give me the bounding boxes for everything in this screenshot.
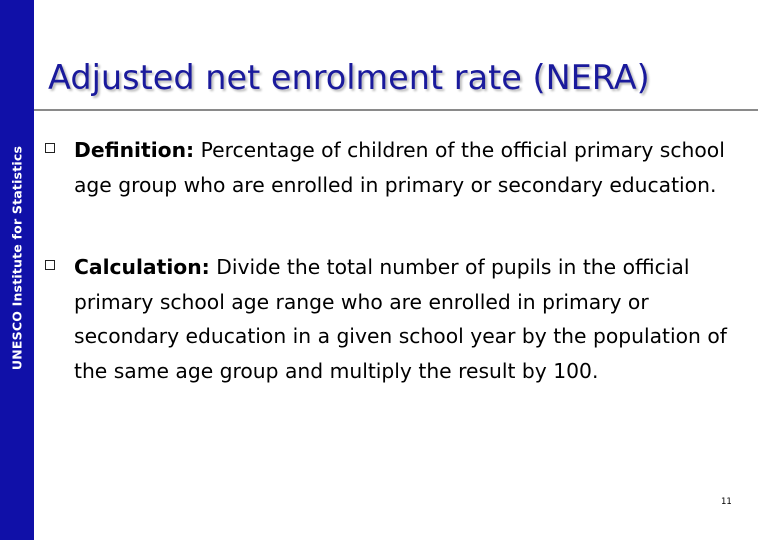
bullet-calculation — [45, 250, 757, 388]
bullet-calculation-text — [74, 250, 757, 388]
bullet-calculation-term: Calculation: — [74, 255, 210, 279]
bullet-definition-term: Definition: — [74, 138, 195, 162]
title-divider — [34, 109, 758, 111]
square-bullet-icon — [45, 260, 55, 270]
slide-title: Adjusted net enrolment rate (NERA) — [48, 58, 650, 97]
bullet-calculation-body: Divide the total number of pupils in the official primary school age range who are enrolled in primary or secondary education in a given school year by the population of the same age group and multiply the result by 100. — [74, 255, 727, 383]
sidebar-band — [0, 0, 34, 540]
sidebar-label: UNESCO Institute for Statistics — [9, 145, 25, 371]
page-number: 11 — [721, 497, 732, 507]
bullet-definition-body: Percentage of children of the official primary school age group who are enrolled in primary or secondary education. — [74, 138, 725, 197]
square-bullet-icon — [45, 143, 55, 153]
bullet-definition — [45, 133, 757, 202]
bullet-definition-text — [74, 133, 757, 202]
